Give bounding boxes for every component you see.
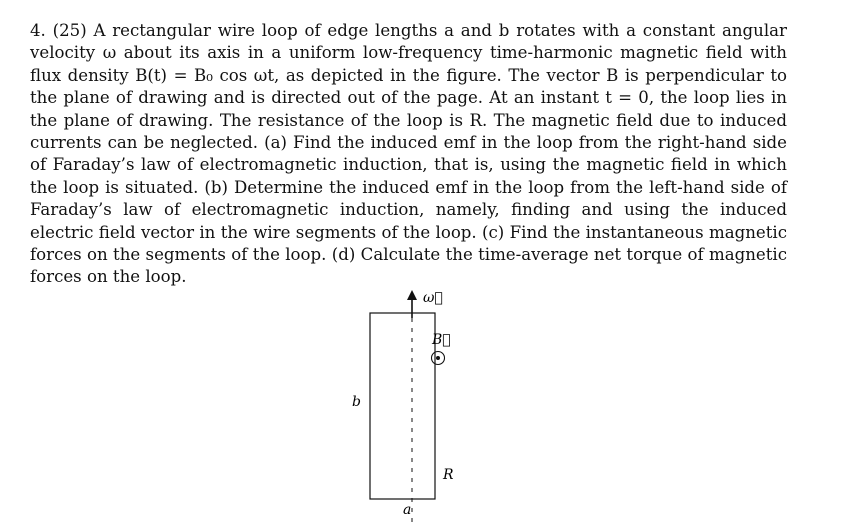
out-of-page-dot	[436, 356, 440, 360]
side-label-b: b	[352, 394, 361, 410]
wire-loop	[370, 313, 435, 499]
side-label-a: a	[403, 502, 412, 518]
loop-figure	[330, 282, 480, 528]
problem-statement: 4. (25) A rectangular wire loop of edge lengths a and b rotates with a constant angular velocity ω about its axis in a uniform low-frequency time-harmonic magnetic field with flux density B(t) = B₀ cos ωt, as depicted in the figure. The vector B is perpendicular to the plane of drawing and is directed out of the page. At an instant t = 0, the loop lies in the plane of drawing. The resistance of the loop is R. The magnetic field due to induced currents can be neglected. (a) Find the induced emf in the loop from the right-hand side of Faraday’s law of electromagnetic induction, that is, using the magnetic field in which the loop is situated. (b) Determine the induced emf in the loop from the left-hand side of Faraday’s law of electromagnetic induction, namely, finding and using the induced electric field vector in the wire segments of the loop. (c) Find the instantaneous magnetic forces on the segments of the loop. (d) Calculate the time-average net torque of magnetic forces on the loop.	[30, 21, 787, 287]
omega-label: ω⃗	[423, 290, 443, 306]
resistance-label: R	[443, 467, 454, 483]
omega-arrow-head	[407, 290, 417, 300]
b-field-label: B⃗	[432, 332, 451, 348]
